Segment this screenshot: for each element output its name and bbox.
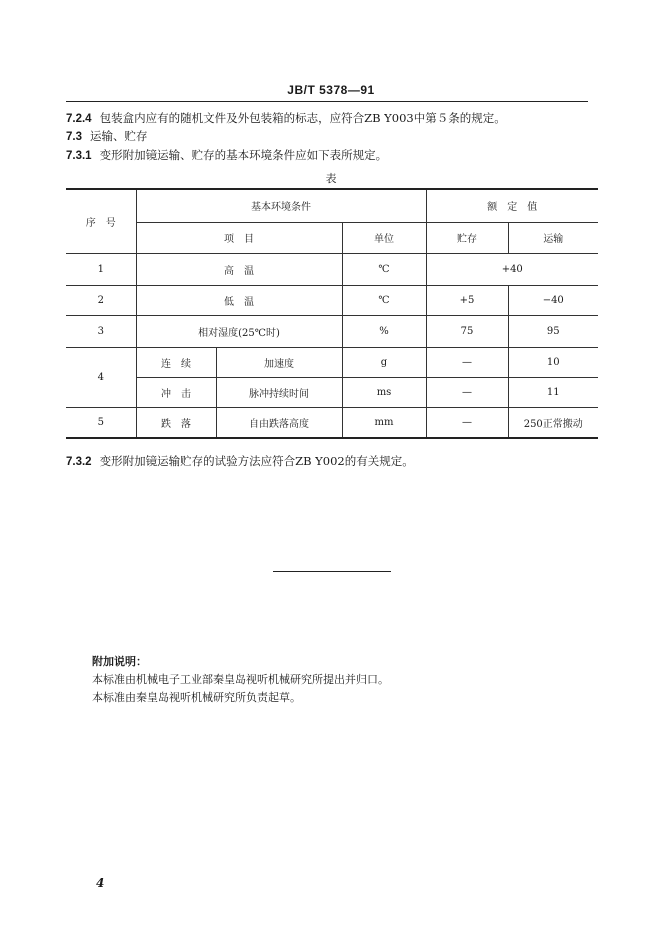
- row-unit: ℃: [342, 285, 426, 315]
- row-transport: 11: [508, 377, 598, 407]
- row-unit: g: [342, 347, 426, 377]
- row-transport: −40: [508, 285, 598, 315]
- clause-7-3-1: [66, 147, 387, 163]
- clause-number: 7.3.2: [66, 456, 92, 468]
- row-seq: 1: [66, 253, 136, 285]
- table-row: [66, 285, 598, 315]
- row-item: 脉冲持续时间: [216, 377, 342, 407]
- header-unit: 单位: [342, 222, 426, 253]
- notes-title: 附加说明：: [92, 656, 147, 668]
- row-storage: 75: [426, 315, 508, 347]
- header-rule: [66, 101, 588, 102]
- page-number: 4: [96, 876, 105, 890]
- header-storage: 贮存: [426, 222, 508, 253]
- row-storage: —: [426, 407, 508, 438]
- row-rated-value: +40: [426, 253, 598, 285]
- row-item: 低 温: [136, 285, 342, 315]
- table-row: [66, 407, 598, 438]
- clause-7-3-2: [66, 453, 414, 469]
- clause-number: 7.3: [66, 131, 82, 143]
- row-item: 自由跌落高度: [216, 407, 342, 438]
- table-row: [66, 315, 598, 347]
- row-unit: mm: [342, 407, 426, 438]
- row-unit: ℃: [342, 253, 426, 285]
- row-seq: 4: [66, 347, 136, 407]
- clause-text: 包装盒内应有的随机文件及外包装箱的标志，应符合ZB Y003中第５条的规定。: [99, 111, 506, 125]
- header-seq: 序 号: [66, 189, 136, 253]
- note-line: 本标准由机械电子工业部秦皇岛视听机械研究所提出并归口。: [92, 673, 389, 686]
- row-unit: ms: [342, 377, 426, 407]
- environment-conditions-table: [66, 188, 598, 439]
- row-unit: %: [342, 315, 426, 347]
- clause-number: 7.2.4: [66, 113, 92, 125]
- table-row: [66, 347, 598, 377]
- header-item: 项 目: [136, 222, 342, 253]
- row-storage: —: [426, 347, 508, 377]
- row-category: 冲 击: [136, 377, 216, 407]
- note-line: 本标准由秦皇岛视听机械研究所负责起草。: [92, 691, 301, 704]
- row-transport: 95: [508, 315, 598, 347]
- clause-7-3: [66, 128, 148, 144]
- row-seq: 3: [66, 315, 136, 347]
- header-basic-conditions: 基本环境条件: [136, 189, 426, 222]
- clause-text: 变形附加镜运输、贮存的基本环境条件应如下表所规定。: [99, 148, 388, 162]
- header-rated-values: 额 定 值: [426, 189, 598, 222]
- clause-7-2-4: [66, 110, 506, 126]
- row-category: 连 续: [136, 347, 216, 377]
- clause-number: 7.3.1: [66, 150, 92, 162]
- clause-text: 变形附加镜运输贮存的试验方法应符合ZB Y002的有关规定。: [99, 454, 414, 468]
- row-seq: 2: [66, 285, 136, 315]
- row-transport: 10: [508, 347, 598, 377]
- header-transport: 运输: [508, 222, 598, 253]
- end-rule: [273, 571, 391, 572]
- row-seq: 5: [66, 407, 136, 438]
- table-row: [66, 253, 598, 285]
- row-category: 跌 落: [136, 407, 216, 438]
- document-header-code: JB/T 5378—91: [287, 83, 375, 97]
- row-storage: —: [426, 377, 508, 407]
- row-item: 高 温: [136, 253, 342, 285]
- clause-text: 运输、贮存: [90, 129, 148, 143]
- table-row: [66, 377, 598, 407]
- row-transport: 250正常搬动: [508, 407, 598, 438]
- row-storage: +5: [426, 285, 508, 315]
- row-item: 加速度: [216, 347, 342, 377]
- table-caption: 表: [325, 172, 337, 185]
- row-item: 相对湿度(25℃时): [136, 315, 342, 347]
